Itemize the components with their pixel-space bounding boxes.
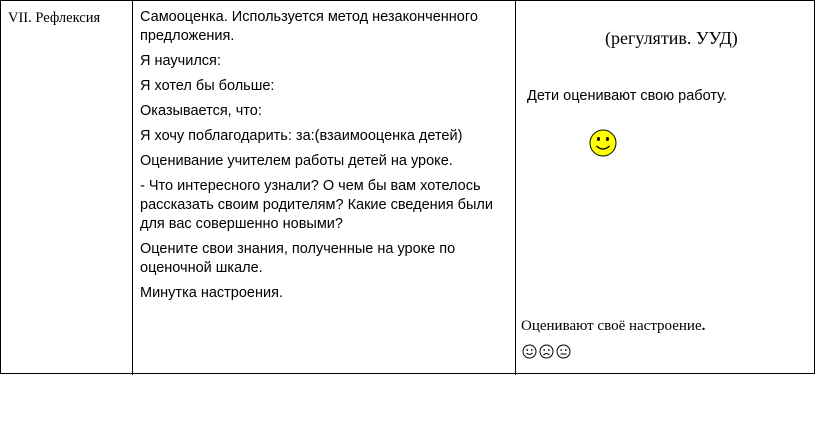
smiley-face-icon <box>589 129 617 157</box>
activity-line: Минутка настроения. <box>140 285 283 301</box>
activity-line: - Что интересного узнали? О чем бы вам хотелось рассказать своим родителям? Какие сведения были для вас совершенно новыми? <box>140 178 493 232</box>
mood-text: Оценивают своё настроение <box>521 318 702 334</box>
children-evaluate-text: Дети оценивают свою работу. <box>527 88 727 104</box>
teacher-activity-cell <box>140 8 512 309</box>
activity-line: Я хочу поблагодарить: за:(взаимооценка детей) <box>140 128 463 144</box>
stage-cell: VII. Рефлексия <box>8 10 101 26</box>
happy-face-icon <box>522 344 537 359</box>
mood-faces <box>522 344 571 359</box>
sad-face-icon <box>539 344 554 359</box>
column-divider-1 <box>132 1 133 375</box>
activity-line: Оцените свои знания, полученные на уроке по оценочной шкале. <box>140 241 456 276</box>
activity-line: Оказывается, что: <box>140 103 262 119</box>
activity-line: Оценивание учителем работы детей на уроке. <box>140 153 453 169</box>
activity-line: Я хотел бы больше: <box>140 78 275 94</box>
uud-heading: (регулятив. УУД) <box>605 28 738 48</box>
neutral-face-icon <box>556 344 571 359</box>
activity-line: Самооценка. Используется метод незаконченного предложения. <box>140 9 478 44</box>
mood-period: . <box>701 318 706 334</box>
mood-evaluation-text <box>521 317 705 335</box>
column-divider-2 <box>515 1 516 375</box>
activity-line: Я научился: <box>140 53 221 69</box>
